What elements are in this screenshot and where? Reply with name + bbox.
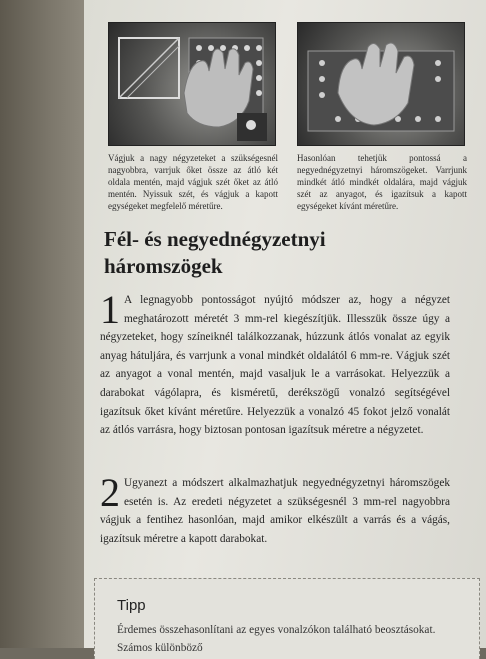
photo-cutting-half-square-triangles xyxy=(108,22,276,146)
step-1-text: A legnagyobb pontosságot nyújtó módszer az, hogy a négyzet meghatározott méretét 3 mm-rel kiegészítjük. Illesszük össze úgy a négyzeteket, hogy színeiknél találkozzanak, húzzunk átlós vonalat az egyik anyag hátuljára, és varrjunk a vonal mindkét oldalától 6 mm-re. Vágjuk szét az anyagot a vonal mentén, majd vasaljuk le a varrásokat. Helyezzük a darabokat vágólapra, és kisméretű, derékszögű vonalzó segítségével igazítsuk őket kívánt méretűre. Helyezzük a vonalzó 45 fokot jelző vonalát az átlós varrásra, hogy biztosan pontosan igazítsuk méretre a négyzetet. xyxy=(100,294,450,437)
step-1-paragraph xyxy=(100,287,450,440)
step-2-paragraph xyxy=(100,470,450,548)
page-gutter-shadow xyxy=(0,0,84,648)
tip-title: Tipp xyxy=(117,597,146,614)
photo-cutting-quarter-square-triangles xyxy=(297,22,465,146)
step-2-text: Ugyanezt a módszert alkalmazhatjuk negyednégyzetnyi háromszögek esetén is. Az eredeti négyzetet a szükségesnél 3 mm-rel nagyobbra vágjuk a fentihez hasonlóan, majd amikor elkészült a varrás és a vágás, igazítsuk méretre a kapott darabokat. xyxy=(100,477,450,545)
section-heading: Fél- és negyednégyzetnyi háromszögek xyxy=(104,227,326,278)
caption-right: Hasonlóan tehetjük pontossá a negyednégyzetnyi háromszögeket. Varrjunk mindkét átló mindkét oldalára, majd vágjuk szét az anyagot, és igazítsuk a kapott egységeket kívánt méretűre. xyxy=(297,153,467,211)
caption-left: Vágjuk a nagy négyzeteket a szükségesnél nagyobbra, varrjuk őket össze az átló két oldala mentén, majd vágjuk szét őket az átló mentén. Nyissuk szét, és vágjuk a kapott egységeket megfelelő méretűre. xyxy=(108,153,278,211)
step-2-number: 2 xyxy=(100,470,120,515)
tip-body: Érdemes összehasonlítani az egyes vonalzókon található beosztásokat. Számos különböző xyxy=(117,624,436,654)
step-1-number: 1 xyxy=(100,287,120,332)
tip-box xyxy=(94,578,480,659)
